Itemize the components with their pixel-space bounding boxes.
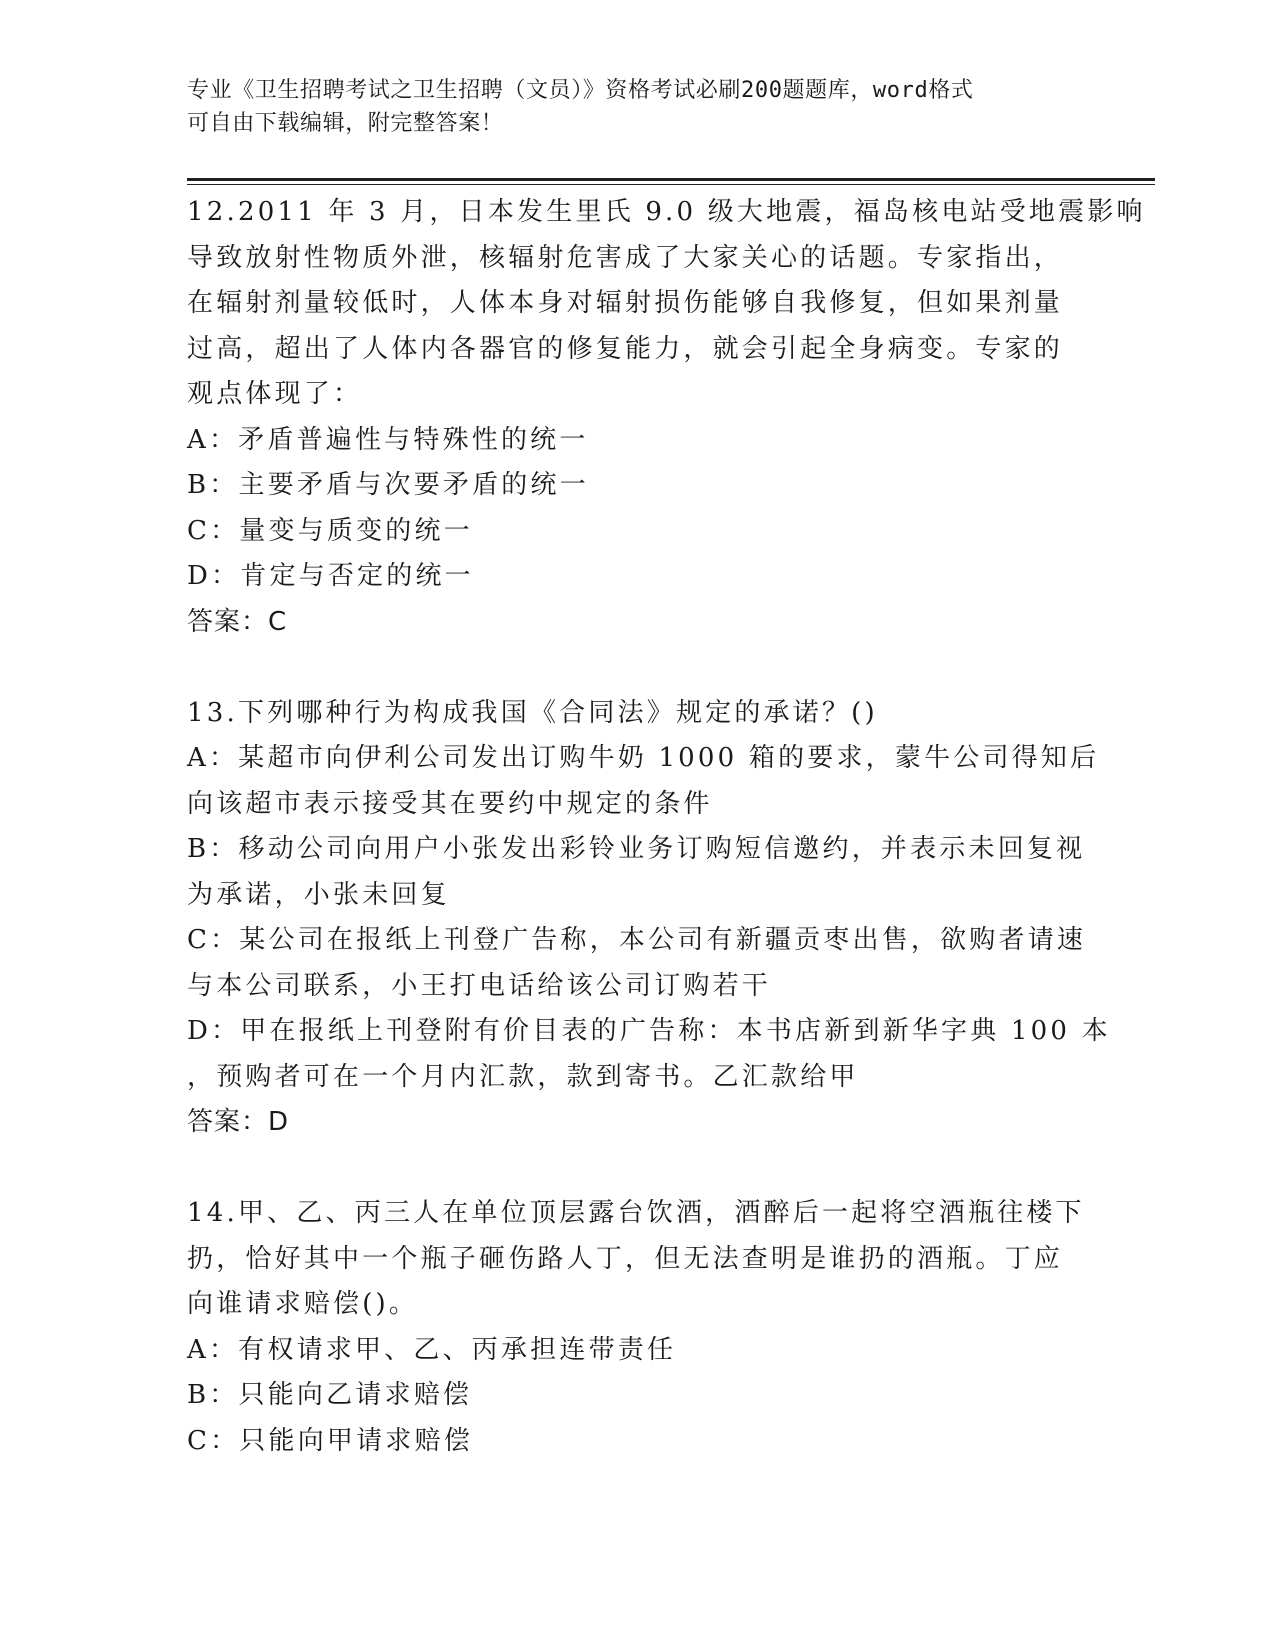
header-rule-thin — [187, 184, 1155, 185]
answer-label: 答案：C — [187, 606, 288, 637]
question-stem-line: 扔，恰好其中一个瓶子砸伤路人丁，但无法查明是谁扔的酒瓶。丁应 — [187, 1243, 1064, 1274]
question-stem-line: 在辐射剂量较低时，人体本身对辐射损伤能够自我修复，但如果剂量 — [187, 288, 1064, 318]
header-rule-thick — [187, 178, 1155, 181]
option-a: A：有权请求甲、乙、丙承担连带责任 — [187, 1334, 677, 1365]
question-14 — [187, 1191, 1087, 1464]
option-d-continued: ，预购者可在一个月内汇款，款到寄书。乙汇款给甲 — [187, 1061, 859, 1092]
question-stem-line: 观点体现了： — [187, 379, 363, 409]
option-d: D：甲在报纸上刊登附有价目表的广告称：本书店新到新华字典 100 本 — [187, 1016, 1111, 1046]
answer-label: 答案：D — [187, 1107, 290, 1137]
option-b-continued: 为承诺，小张未回复 — [187, 879, 450, 910]
question-gap — [187, 1146, 1087, 1192]
question-stem-line: 14.甲、乙、丙三人在单位顶层露台饮酒，酒醉后一起将空酒瓶往楼下 — [187, 1198, 1085, 1228]
option-c: C：某公司在报纸上刊登广告称，本公司有新疆贡枣出售，欲购者请速 — [187, 925, 1087, 955]
option-d: D：肯定与否定的统一 — [187, 561, 474, 591]
question-gap — [187, 645, 1087, 691]
question-stem-line: 13.下列哪种行为构成我国《合同法》规定的承诺？() — [187, 697, 878, 728]
option-a-continued: 向该超市表示接受其在要约中规定的条件 — [187, 788, 713, 819]
question-12 — [187, 190, 1146, 645]
option-c-continued: 与本公司联系，小王打电话给该公司订购若干 — [187, 970, 772, 1001]
question-stem-line: 过高，超出了人体内各器官的修复能力，就会引起全身病变。专家的 — [187, 333, 1064, 364]
option-b: B：移动公司向用户小张发出彩铃业务订购短信邀约，并表示未回复视 — [187, 834, 1086, 864]
question-stem-line: 向谁请求赔偿()。 — [187, 1289, 419, 1319]
option-b: B：主要矛盾与次要矛盾的统一 — [187, 470, 589, 500]
option-a: A：矛盾普遍性与特殊性的统一 — [187, 424, 589, 455]
option-b: B：只能向乙请求赔偿 — [187, 1380, 473, 1410]
question-list — [187, 190, 1146, 1464]
question-stem-line: 导致放射性物质外泄，核辐射危害成了大家关心的话题。专家指出， — [187, 242, 1064, 273]
option-c: C：只能向甲请求赔偿 — [187, 1425, 473, 1456]
document-header-note — [187, 74, 1067, 140]
question-stem-line: 12.2011 年 3 月，日本发生里氏 9.0 级大地震，福岛核电站受地震影响 — [187, 197, 1146, 227]
option-a: A：某超市向伊利公司发出订购牛奶 1000 箱的要求，蒙牛公司得知后 — [187, 743, 1100, 773]
option-c: C：量变与质变的统一 — [187, 515, 473, 546]
header-line-2: 可自由下载编辑，附完整答案！ — [187, 111, 504, 136]
header-line-1: 专业《卫生招聘考试之卫生招聘（文员）》资格考试必刷200题题库，word格式 — [187, 78, 974, 103]
question-13 — [187, 691, 1111, 1146]
